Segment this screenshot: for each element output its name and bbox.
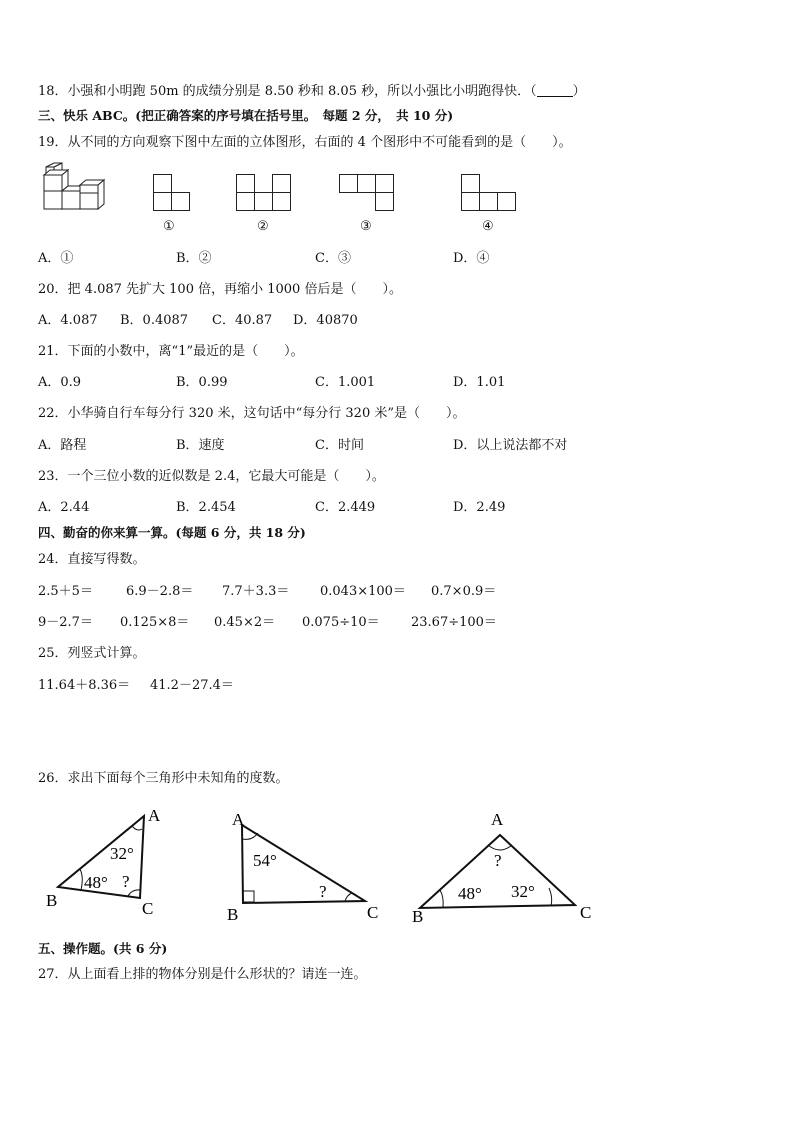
tri3-angle-b: 48° — [458, 884, 482, 903]
tri2-angle-a: 54° — [253, 851, 277, 870]
question-18-text: 18．小强和小明跑 50m 的成绩分别是 8.50 秒和 8.05 秒，所以小强比小明跑得快．（ — [38, 84, 537, 99]
view-figure-1 — [153, 174, 193, 214]
q19-option-d[interactable]: D．④ — [453, 251, 490, 266]
q19-option-a[interactable]: A．① — [38, 251, 74, 266]
vertical-calc-item: 41.2－27.4＝ — [150, 678, 234, 693]
triangle-1-figure — [40, 805, 180, 920]
view-figure-2 — [236, 174, 296, 214]
answer-blank[interactable] — [537, 84, 573, 97]
tri1-angle-b: 48° — [84, 873, 108, 892]
figure-label-4: ④ — [482, 219, 494, 234]
question-22-text: 22．小华骑自行车每分行 320 米，这句话中“每分行 320 米”是（ ）。 — [38, 406, 466, 421]
q23-option-a[interactable]: A．2.44 — [38, 500, 90, 515]
q21-option-b[interactable]: B．0.99 — [176, 375, 228, 390]
calc-item: 0.125×8＝ — [120, 615, 190, 630]
calc-item: 2.5＋5＝ — [38, 584, 93, 599]
calc-item: 0.075÷10＝ — [302, 615, 380, 630]
figure-label-3: ③ — [360, 219, 372, 234]
tri1-vertex-c: C — [142, 899, 154, 918]
section-5-title: 五、操作题。(共 6 分) — [38, 941, 168, 956]
q21-option-a[interactable]: A．0.9 — [38, 375, 82, 390]
q19-option-b[interactable]: B．② — [176, 251, 212, 266]
tri3-vertex-c: C — [580, 903, 592, 922]
tri3-angle-a: ? — [494, 851, 502, 870]
q22-option-a[interactable]: A．路程 — [38, 438, 87, 453]
q23-option-d[interactable]: D．2.49 — [453, 500, 506, 515]
tri2-vertex-c: C — [367, 903, 379, 922]
figure-label-1: ① — [163, 219, 175, 234]
q19-option-c[interactable]: C．③ — [315, 251, 351, 266]
triangle-2-figure — [225, 805, 395, 925]
q23-option-b[interactable]: B．2.454 — [176, 500, 236, 515]
q22-option-d[interactable]: D．以上说法都不对 — [453, 438, 568, 453]
tri3-vertex-a: A — [491, 810, 504, 829]
tri1-angle-a: 32° — [110, 844, 134, 863]
vertical-calc-item: 11.64＋8.36＝ — [38, 678, 131, 693]
calc-item: 9－2.7＝ — [38, 615, 93, 630]
calc-item: 0.45×2＝ — [214, 615, 276, 630]
q21-option-c[interactable]: C．1.001 — [315, 375, 376, 390]
question-24-text: 24．直接写得数。 — [38, 552, 146, 567]
q20-option-a[interactable]: A．4.087 — [38, 313, 98, 328]
calc-item: 23.67÷100＝ — [411, 615, 497, 630]
question-18 — [38, 84, 586, 100]
section-4-title: 四、勤奋的你来算一算。(每题 6 分，共 18 分) — [38, 525, 306, 540]
calc-item: 7.7＋3.3＝ — [222, 584, 290, 599]
calc-item: 0.7×0.9＝ — [431, 584, 497, 599]
question-21-text: 21．下面的小数中，离“1”最近的是（ ）。 — [38, 344, 304, 359]
calc-item: 6.9－2.8＝ — [126, 584, 194, 599]
tri1-vertex-b: B — [46, 891, 58, 910]
question-18-close: ） — [572, 84, 586, 99]
triangle-3-figure — [408, 805, 608, 925]
question-27-text: 27．从上面看上排的物体分别是什么形状的？请连一连。 — [38, 967, 367, 982]
tri2-vertex-a: A — [232, 810, 245, 829]
question-20-text: 20．把 4.087 先扩大 100 倍，再缩小 1000 倍后是（ ）。 — [38, 282, 402, 297]
tri3-vertex-b: B — [412, 907, 424, 926]
tri3-angle-c: 32° — [511, 882, 535, 901]
q21-option-d[interactable]: D．1.01 — [453, 375, 506, 390]
question-26-text: 26．求出下面每个三角形中未知角的度数。 — [38, 771, 289, 786]
calc-item: 0.043×100＝ — [320, 584, 406, 599]
tri2-vertex-b: B — [227, 905, 239, 924]
question-19-text: 19．从不同的方向观察下图中左面的立体图形，右面的 4 个图形中不可能看到的是（ ）。 — [38, 135, 572, 150]
q20-option-b[interactable]: B．0.4087 — [120, 313, 189, 328]
q20-option-d[interactable]: D．40870 — [293, 313, 358, 328]
tri1-angle-c: ? — [122, 872, 130, 891]
question-25-text: 25．列竖式计算。 — [38, 646, 146, 661]
view-figure-3 — [339, 174, 399, 214]
tri1-vertex-a: A — [148, 806, 161, 825]
tri2-angle-c: ? — [319, 882, 327, 901]
q20-option-c[interactable]: C．40.87 — [212, 313, 273, 328]
cube-solid-figure — [38, 163, 118, 215]
figure-label-2: ② — [257, 219, 269, 234]
q22-option-b[interactable]: B．速度 — [176, 438, 225, 453]
section-3-title: 三、快乐 ABC。(把正确答案的序号填在括号里。 每题 2 分， 共 10 分) — [38, 108, 454, 123]
q22-option-c[interactable]: C．时间 — [315, 438, 364, 453]
q23-option-c[interactable]: C．2.449 — [315, 500, 376, 515]
view-figure-4 — [461, 174, 521, 214]
question-23-text: 23．一个三位小数的近似数是 2.4，它最大可能是（ ）。 — [38, 469, 385, 484]
